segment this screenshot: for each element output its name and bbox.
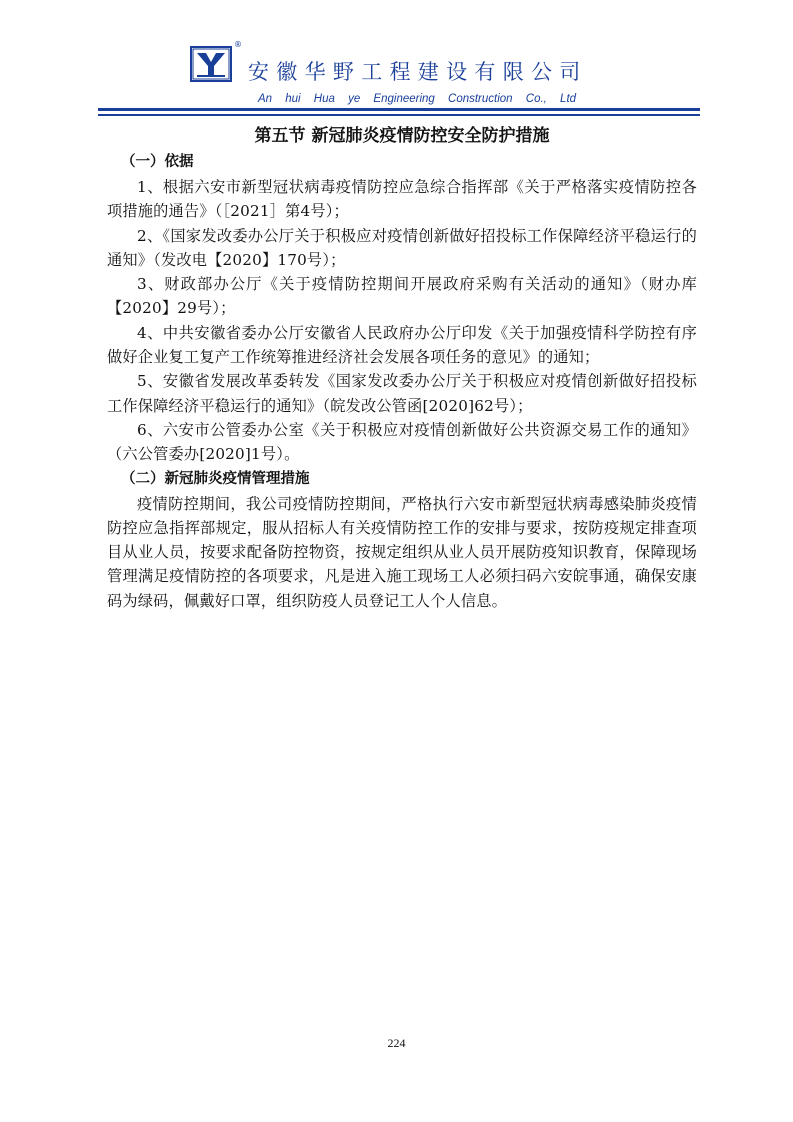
company-name-en: An hui Hua ye Engineering Construction Co., Ltd [258,93,577,105]
company-name-cn: 安徽华野工程建设有限公司 [248,60,588,84]
page-number: 224 [387,1036,406,1050]
document-body [107,122,697,613]
basis-item-1: 1、根据六安市新型冠状病毒疫情防控应急综合指挥部《关于严格落实疫情防控各项措施的通告》（［2021］第4号）； [107,178,697,221]
page-header [0,0,793,120]
basis-item-3: 3、财政部办公厅《关于疫情防控期间开展政府采购有关活动的通知》（财办库【2020】29号）； [107,275,697,318]
basis-item-4: 4、中共安徽省委办公厅安徽省人民政府办公厅印发《关于加强疫情科学防控有序做好企业复工复产工作统筹推进经济社会发展各项任务的意见》的通知； [107,323,697,367]
basis-heading: （一）依据 [121,154,194,170]
registered-mark: ® [234,40,242,49]
company-logo-icon [190,46,232,82]
header-rule-bottom [98,114,700,116]
measures-paragraph: 疫情防控期间，我公司疫情防控期间，严格执行六安市新型冠状病毒感染肺炎疫情防控应急指挥部规定，服从招标人有关疫情防控工作的安排与要求，按防疫规定排查项目从业人员，按要求配备防控物资，按规定组织从业人员开展防疫知识教育，保障现场管理满足疫情防控的各项要求，凡是进入施工现场工人必须扫码六安皖事通，确保安康码为绿码，佩戴好口罩，组织防疫人员登记工人个人信息。 [107,494,697,610]
basis-item-2: 2、《国家发改委办公厅关于积极应对疫情创新做好招投标工作保障经济平稳运行的通知》（发改电【2020】170号）； [107,226,697,269]
measures-heading: （二）新冠肺炎疫情管理措施 [121,470,310,487]
basis-item-6: 6、六安市公管委办公室《关于积极应对疫情创新做好公共资源交易工作的通知》（六公管委办[2020]1号）。 [107,420,697,464]
basis-item-5: 5、安徽省发展改革委转发《国家发改委办公厅关于积极应对疫情创新做好招投标工作保障经济平稳运行的通知》（皖发改公管函[2020]62号）； [107,372,697,415]
header-rule-top [98,108,700,111]
section-title: 第五节 新冠肺炎疫情防控安全防护措施 [254,126,550,146]
